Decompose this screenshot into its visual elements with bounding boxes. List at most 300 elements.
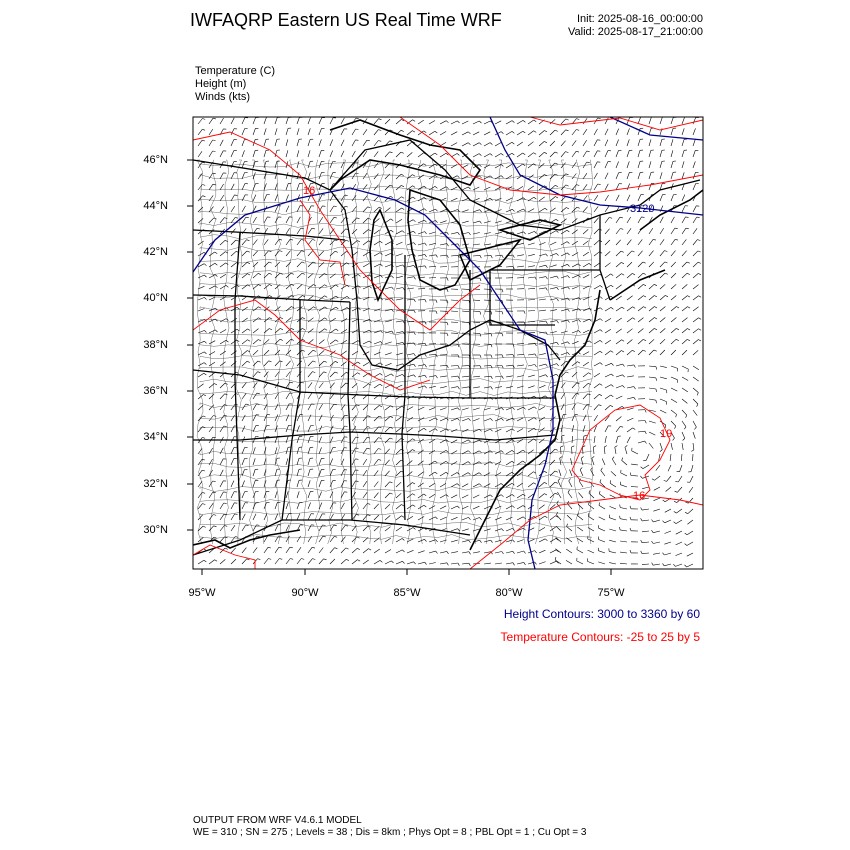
wind-barb: [528, 277, 535, 278]
wind-barb: [671, 239, 675, 245]
wind-barb: [242, 481, 245, 488]
wind-barb: [319, 415, 322, 421]
wind-barb: [319, 285, 325, 289]
wind-barb-feather: [566, 208, 569, 209]
wind-barb-feather: [204, 275, 206, 277]
wind-barb: [693, 273, 698, 278]
wind-barb: [264, 458, 266, 465]
wind-barb: [242, 274, 247, 278]
lat-label: 46°N: [143, 154, 168, 166]
wind-barb: [627, 184, 630, 191]
wind-barb-feather: [215, 252, 218, 254]
wind-barb: [220, 330, 226, 334]
wind-barb-feather: [634, 365, 636, 368]
wind-barb: [440, 267, 447, 268]
wind-barb-feather: [236, 372, 239, 373]
wind-barb: [363, 384, 369, 388]
wind-barb: [572, 275, 578, 278]
wind-barb: [363, 560, 369, 564]
wind-barb: [484, 233, 491, 235]
wind-barb: [429, 365, 436, 366]
wind-barb: [528, 407, 534, 410]
wind-barb-feather: [698, 340, 701, 342]
wind-barb-feather: [435, 164, 438, 166]
wind-barb: [330, 206, 334, 212]
wind-barb: [616, 195, 619, 201]
wind-barb: [231, 415, 235, 421]
wind-barb: [385, 504, 390, 509]
wind-barb: [616, 229, 620, 235]
wind-barb-feather: [381, 331, 383, 333]
wind-barb-feather: [632, 251, 635, 252]
wind-barb-feather: [568, 320, 570, 322]
wind-barb: [242, 217, 246, 223]
wind-barb-feather: [545, 539, 547, 541]
wind-barb-feather: [479, 121, 481, 123]
wind-barb: [572, 436, 573, 443]
wind-barb: [506, 209, 512, 212]
wind-barb-feather: [436, 221, 438, 223]
wind-barb: [620, 519, 627, 520]
wind-barb: [676, 531, 682, 534]
wind-barb: [198, 560, 204, 564]
wind-barb: [209, 341, 215, 344]
wind-barb: [649, 318, 654, 323]
wind-barb-feather: [436, 300, 437, 303]
wind-barb: [440, 153, 446, 157]
wind-barb: [528, 418, 534, 422]
wind-barb: [594, 252, 600, 256]
wind-barb: [253, 128, 255, 135]
wind-barb-feather: [611, 285, 614, 287]
wind-barb: [330, 404, 334, 410]
wind-barb: [682, 273, 687, 278]
wind-barb-feather: [368, 515, 371, 516]
wind-barb: [484, 121, 490, 124]
wind-barb: [385, 438, 390, 443]
wind-barb: [605, 184, 608, 190]
wind-barb-feather: [403, 561, 405, 563]
wind-barb-feather: [435, 517, 437, 519]
wind-barb-feather: [203, 427, 206, 428]
wind-barb-feather: [698, 273, 701, 274]
wind-barb-feather: [458, 387, 460, 390]
wind-barb: [484, 540, 491, 542]
wind-barb: [642, 542, 649, 543]
wind-barb: [611, 471, 616, 476]
county-line: [510, 160, 515, 544]
wind-barb: [484, 221, 491, 223]
wind-barb-feather: [380, 264, 382, 266]
wind-barb: [660, 239, 664, 245]
wind-barb: [440, 506, 446, 509]
wind-barb: [396, 428, 401, 432]
wind-barb: [473, 221, 480, 223]
wind-barb-feather: [205, 330, 207, 332]
wind-barb: [462, 529, 469, 531]
wind-barb: [242, 118, 245, 124]
wind-barb-feather: [674, 522, 676, 524]
wind-barb: [242, 340, 248, 344]
wind-barb-feather: [491, 540, 493, 543]
wind-barb: [495, 529, 502, 531]
wind-barb-feather: [654, 328, 657, 329]
wind-barb: [308, 382, 312, 388]
wind-barb: [418, 562, 425, 564]
wind-barb-feather: [336, 340, 339, 342]
wind-barb: [451, 451, 457, 454]
wind-barb: [484, 244, 491, 245]
wind-barb: [297, 559, 301, 565]
wind-barb: [407, 288, 414, 289]
wind-barb: [473, 333, 480, 334]
wind-barb-feather: [402, 231, 404, 233]
wind-barb: [638, 217, 642, 223]
wind-barb: [209, 229, 214, 234]
wind-barb: [231, 404, 235, 410]
wind-barb-feather: [654, 350, 657, 351]
wind-barb: [264, 361, 269, 366]
wind-barb: [676, 542, 682, 545]
wind-barb: [396, 219, 402, 223]
wind-barb: [621, 473, 627, 476]
wind-barb-feather: [425, 300, 426, 303]
wind-barb-feather: [546, 375, 548, 377]
wind-barb: [676, 509, 682, 513]
wind-barb-feather: [280, 251, 283, 252]
wind-barb: [418, 461, 424, 465]
wind-barb: [198, 470, 202, 476]
wind-barb: [649, 443, 653, 449]
wind-barb: [264, 262, 269, 267]
wind-barb: [231, 559, 236, 564]
wind-barb: [671, 296, 676, 301]
wind-barb: [374, 174, 378, 179]
wind-barb: [627, 307, 633, 311]
wind-barb: [385, 374, 391, 377]
wind-barb: [539, 208, 545, 212]
wind-barb: [550, 287, 557, 289]
wind-barb-feather: [347, 296, 349, 298]
wind-barb: [286, 393, 290, 399]
wind-barb: [462, 143, 468, 146]
wind-barb-feather: [534, 197, 536, 199]
wind-barb: [275, 350, 280, 355]
wind-barb: [319, 139, 321, 146]
wind-barb: [308, 118, 311, 125]
wind-barb: [620, 485, 627, 487]
wind-barb: [660, 284, 665, 289]
wind-barb: [605, 307, 611, 311]
wind-barb-feather: [698, 262, 701, 263]
wind-barb-feather: [687, 329, 690, 331]
wind-barb-feather: [468, 462, 470, 464]
wind-barb: [330, 329, 336, 333]
wind-barb-feather: [413, 186, 416, 188]
wind-barb: [253, 251, 258, 256]
wind-barb: [429, 131, 435, 135]
wind-barb: [473, 484, 479, 487]
wind-barb-feather: [480, 278, 481, 281]
map-title: IWFAQRP Eastern US Real Time WRF: [190, 10, 502, 30]
wind-barb-feather: [480, 355, 481, 358]
wind-barb: [528, 386, 535, 388]
wind-barb-feather: [357, 548, 360, 549]
wind-barb: [220, 514, 224, 520]
wind-barb: [559, 469, 561, 476]
wind-barb-feather: [312, 228, 315, 229]
wind-barb-feather: [534, 131, 537, 133]
wind-barb-feather: [557, 364, 559, 366]
wind-barb: [588, 561, 595, 564]
wind-barb: [209, 526, 214, 531]
wind-barb-feather: [593, 446, 596, 447]
wind-barb: [275, 273, 280, 278]
wind-barb-feather: [226, 263, 229, 265]
wind-barb: [396, 321, 403, 322]
wind-barb-feather: [259, 318, 262, 320]
wind-barb-feather: [557, 253, 559, 255]
wind-barb: [253, 285, 258, 290]
wind-barb-feather: [581, 457, 583, 459]
wind-barb: [407, 354, 414, 355]
wind-barb: [429, 354, 436, 355]
wind-barb: [594, 229, 599, 234]
wind-barb: [539, 562, 546, 564]
wind-barb-feather: [469, 540, 471, 542]
wind-barb: [396, 242, 402, 245]
wind-barb: [385, 561, 391, 564]
wind-barb: [561, 264, 568, 267]
wind-barb: [616, 426, 620, 432]
wind-barb-feather: [604, 446, 607, 447]
wind-barb-feather: [280, 318, 283, 319]
wind-barb: [374, 515, 379, 520]
wind-barb: [231, 329, 237, 333]
wind-barb-feather: [401, 130, 404, 131]
wind-barb: [308, 150, 310, 157]
wind-barb-feather: [447, 551, 449, 553]
wind-barb-feather: [491, 366, 492, 369]
wind-barb: [297, 491, 299, 498]
wind-barb: [660, 328, 665, 333]
wind-barb: [396, 254, 403, 256]
wind-barb: [528, 186, 534, 190]
wind-barb: [462, 132, 468, 135]
wind-barb: [396, 516, 402, 520]
wind-barb: [583, 383, 588, 388]
wind-barb-feather: [268, 559, 271, 560]
wind-barb-feather: [436, 311, 437, 314]
lon-label: 80°W: [495, 587, 523, 599]
wind-barb: [517, 418, 523, 421]
wind-barb-feather: [237, 329, 239, 331]
wind-barb: [660, 339, 665, 344]
wind-barb: [319, 404, 323, 410]
wind-barb: [539, 516, 545, 520]
wind-barb-feather: [203, 416, 206, 417]
wind-barb: [528, 266, 535, 267]
wind-barb-feather: [291, 328, 294, 329]
wind-barb-feather: [204, 352, 206, 354]
wind-barb: [528, 231, 535, 234]
wind-barb: [561, 276, 568, 278]
wind-barb: [341, 118, 344, 124]
model-config: WE = 310 ; SN = 275 ; Levels = 38 ; Dis = 8km ; Phys Opt = 8 ; PBL Opt = 1 ; Cu Opt = 3: [193, 827, 587, 838]
wind-barb-feather: [269, 361, 272, 362]
wind-barb: [286, 262, 291, 267]
wind-barb: [638, 318, 644, 322]
wind-barb-feather: [391, 219, 394, 221]
wind-barb: [220, 184, 224, 190]
wind-barb: [198, 352, 204, 355]
wind-barb-feather: [258, 559, 261, 560]
wind-barb: [407, 131, 412, 135]
wind-barb-feather: [213, 118, 216, 119]
county-line: [522, 160, 527, 544]
wind-barb: [517, 450, 523, 454]
wind-barb: [605, 151, 608, 157]
wind-barb: [561, 141, 566, 146]
wind-barb: [616, 417, 621, 422]
wind-barb: [264, 559, 268, 565]
wind-barb: [616, 307, 622, 311]
wind-barb: [253, 172, 255, 179]
wind-barb-feather: [425, 322, 426, 325]
wind-barb-feather: [414, 310, 415, 313]
wind-barb-feather: [414, 332, 416, 335]
wind-barb-feather: [676, 414, 677, 417]
wind-barb: [558, 481, 561, 487]
wind-barb-feather: [664, 480, 667, 481]
wind-barb: [231, 217, 235, 223]
wind-barb: [330, 503, 333, 509]
wind-barb-feather: [673, 564, 675, 566]
wind-barb: [539, 321, 546, 322]
wind-barb-feather: [403, 342, 405, 345]
wind-barb: [660, 295, 665, 300]
wind-barb: [451, 563, 458, 564]
wind-barb-feather: [579, 320, 581, 322]
wind-barb: [209, 140, 213, 146]
wind-barb: [275, 469, 277, 476]
wind-barb: [572, 425, 574, 432]
wind-barb: [655, 476, 661, 480]
wind-barb: [242, 525, 246, 531]
lon-label: 90°W: [291, 587, 319, 599]
wind-barb-feather: [524, 311, 525, 314]
wind-barb-feather: [225, 383, 228, 384]
wind-barb: [649, 228, 653, 234]
wind-barb: [693, 251, 698, 256]
wind-barb-feather: [555, 471, 558, 472]
wind-barb-feather: [425, 365, 427, 368]
lat-label: 36°N: [143, 385, 168, 397]
wind-barb: [363, 207, 368, 212]
wind-barb: [517, 220, 524, 223]
wind-barb: [319, 480, 321, 487]
wind-barb: [385, 550, 391, 554]
wind-barb: [594, 405, 599, 410]
wind-barb: [539, 277, 546, 278]
wind-barb-feather: [523, 494, 525, 496]
wind-barb: [627, 365, 634, 366]
wind-barb: [198, 196, 203, 201]
wind-barb-feather: [435, 472, 438, 474]
wind-barb: [506, 198, 512, 201]
wind-barb-feather: [391, 374, 393, 376]
wind-barb-feather: [643, 339, 646, 340]
wind-barb: [308, 415, 311, 421]
wind-barb: [620, 530, 627, 531]
county-line: [197, 160, 203, 544]
wind-barb: [506, 461, 512, 465]
wind-barb-feather: [235, 514, 238, 515]
wind-barb-feather: [334, 536, 337, 537]
wind-barb-feather: [512, 142, 514, 144]
wind-barb: [539, 141, 544, 146]
wind-barb-feather: [356, 173, 359, 174]
wind-barb: [462, 176, 468, 179]
wind-barb: [451, 506, 457, 509]
wind-barb-feather: [589, 490, 590, 493]
wind-barb: [330, 151, 333, 158]
wind-barb: [253, 404, 257, 410]
wind-barb-feather: [612, 363, 614, 365]
wind-barb: [385, 363, 392, 366]
wind-barb-feather: [592, 456, 594, 458]
wind-barb: [198, 384, 204, 388]
wind-barb: [528, 375, 535, 377]
wind-barb-feather: [446, 121, 448, 123]
wind-barb: [396, 449, 401, 454]
wind-barb: [682, 217, 686, 223]
wind-barb: [462, 419, 469, 422]
wind-barb: [341, 229, 346, 234]
wind-barb: [506, 450, 512, 454]
wind-barb: [396, 288, 403, 290]
wind-barb-feather: [335, 361, 338, 362]
wind-barb-feather: [202, 470, 205, 471]
wind-barb-feather: [469, 563, 471, 566]
wind-barb: [297, 239, 301, 245]
wind-barb-feather: [576, 151, 579, 152]
temp-contour-label: 16: [303, 185, 316, 197]
wind-barb: [275, 239, 279, 245]
wind-barb: [687, 531, 693, 535]
wind-barb: [594, 394, 599, 399]
coastlines: [193, 120, 703, 550]
wind-barb: [528, 311, 535, 312]
wind-barb: [627, 262, 632, 267]
wind-barb-feather: [204, 363, 206, 365]
wind-barb: [572, 130, 576, 136]
wind-barb: [319, 240, 324, 245]
wind-barb: [572, 174, 576, 180]
wind-barb: [209, 405, 214, 410]
wind-barb-feather: [458, 408, 460, 410]
wind-barb: [352, 405, 357, 410]
wind-barb: [341, 151, 344, 157]
wind-barb: [649, 239, 653, 245]
wind-barb: [231, 459, 234, 465]
wind-barb: [231, 514, 235, 520]
wind-barb-feather: [390, 438, 393, 439]
wind-barb-feather: [523, 131, 526, 133]
wind-barb: [352, 151, 355, 157]
wind-barb: [275, 514, 278, 520]
wind-barb-feather: [557, 299, 559, 302]
